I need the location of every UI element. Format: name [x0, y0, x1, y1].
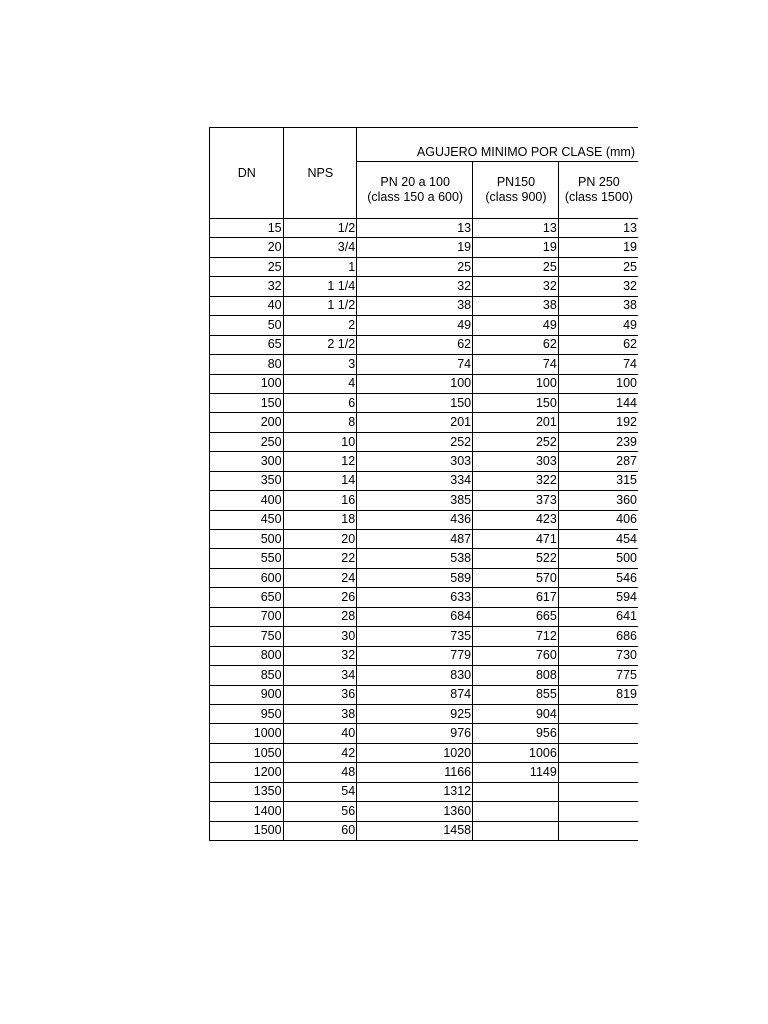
header-group-title: AGUJERO MINIMO POR CLASE (mm): [357, 128, 638, 162]
cell-dn: 300: [210, 452, 284, 471]
table-row: [210, 296, 639, 315]
cell-pn-150: 808: [473, 666, 559, 685]
cell-nps: 28: [283, 607, 357, 626]
cell-nps: 1 1/2: [283, 296, 357, 315]
cell-pn-20-100: 25: [357, 257, 473, 276]
cell-pn-150: [473, 802, 559, 821]
cell-dn: 20: [210, 238, 284, 257]
cell-dn: 1200: [210, 763, 284, 782]
cell-pn-150: 19: [473, 238, 559, 257]
cell-dn: 850: [210, 666, 284, 685]
table-row: [210, 335, 639, 354]
cell-pn-20-100: 1458: [357, 821, 473, 840]
cell-pn-20-100: 62: [357, 335, 473, 354]
cell-pn-20-100: 538: [357, 549, 473, 568]
table-row: [210, 413, 639, 432]
cell-dn: 80: [210, 355, 284, 374]
cell-pn-250: 315: [558, 471, 638, 490]
table-row: [210, 646, 639, 665]
cell-nps: 14: [283, 471, 357, 490]
table-row: [210, 763, 639, 782]
cell-dn: 1000: [210, 724, 284, 743]
header-pn-150: [473, 162, 559, 219]
cell-pn-150: [473, 821, 559, 840]
cell-nps: 22: [283, 549, 357, 568]
cell-dn: 900: [210, 685, 284, 704]
table-row: [210, 238, 639, 257]
cell-nps: 42: [283, 743, 357, 762]
cell-pn-20-100: 1020: [357, 743, 473, 762]
cell-pn-20-100: 633: [357, 588, 473, 607]
cell-pn-150: 1006: [473, 743, 559, 762]
cell-nps: 4: [283, 374, 357, 393]
cell-pn-150: 150: [473, 393, 559, 412]
cell-pn-250: 74: [558, 355, 638, 374]
cell-pn-20-100: 385: [357, 491, 473, 510]
cell-pn-250: 819: [558, 685, 638, 704]
cell-pn-150: 1149: [473, 763, 559, 782]
cell-dn: 450: [210, 510, 284, 529]
cell-nps: 8: [283, 413, 357, 432]
cell-nps: 1: [283, 257, 357, 276]
cell-dn: 350: [210, 471, 284, 490]
cell-pn-150: 74: [473, 355, 559, 374]
cell-nps: 10: [283, 432, 357, 451]
cell-pn-150: 522: [473, 549, 559, 568]
cell-nps: 30: [283, 627, 357, 646]
cell-pn-20-100: 303: [357, 452, 473, 471]
cell-nps: 38: [283, 704, 357, 723]
cell-pn-20-100: 1360: [357, 802, 473, 821]
cell-pn-250: 775: [558, 666, 638, 685]
cell-pn-250: 546: [558, 568, 638, 587]
table-row: [210, 685, 639, 704]
cell-dn: 1500: [210, 821, 284, 840]
table-row: [210, 432, 639, 451]
table-row: [210, 704, 639, 723]
table-row: [210, 316, 639, 335]
cell-pn-250: 62: [558, 335, 638, 354]
cell-pn-20-100: 38: [357, 296, 473, 315]
cell-pn-250: 287: [558, 452, 638, 471]
cell-dn: 1050: [210, 743, 284, 762]
cell-nps: 12: [283, 452, 357, 471]
header-pn-20-100-label: PN 20 a 100: [380, 175, 450, 189]
cell-pn-250: 25: [558, 257, 638, 276]
cell-pn-150: 904: [473, 704, 559, 723]
cell-dn: 32: [210, 277, 284, 296]
cell-pn-250: 32: [558, 277, 638, 296]
cell-dn: 15: [210, 219, 284, 238]
cell-nps: 26: [283, 588, 357, 607]
cell-pn-150: 25: [473, 257, 559, 276]
cell-pn-150: 855: [473, 685, 559, 704]
cell-dn: 950: [210, 704, 284, 723]
cell-pn-20-100: 976: [357, 724, 473, 743]
cell-dn: 750: [210, 627, 284, 646]
cell-pn-150: 32: [473, 277, 559, 296]
cell-dn: 650: [210, 588, 284, 607]
cell-pn-20-100: 1312: [357, 782, 473, 801]
table-row: [210, 374, 639, 393]
table-row: [210, 452, 639, 471]
cell-pn-250: 38: [558, 296, 638, 315]
cell-pn-150: 13: [473, 219, 559, 238]
cell-pn-20-100: 735: [357, 627, 473, 646]
header-pn-150-class: (class 900): [485, 190, 547, 204]
cell-pn-20-100: 32: [357, 277, 473, 296]
cell-dn: 100: [210, 374, 284, 393]
cell-nps: 54: [283, 782, 357, 801]
cell-pn-150: 62: [473, 335, 559, 354]
table-row: [210, 568, 639, 587]
table-row: [210, 219, 639, 238]
cell-pn-150: 665: [473, 607, 559, 626]
cell-nps: 16: [283, 491, 357, 510]
cell-dn: 200: [210, 413, 284, 432]
header-dn: DN: [210, 128, 284, 219]
cell-pn-250: 239: [558, 432, 638, 451]
cell-pn-20-100: 201: [357, 413, 473, 432]
cell-dn: 500: [210, 530, 284, 549]
cell-pn-20-100: 1166: [357, 763, 473, 782]
table-row: [210, 491, 639, 510]
cell-pn-250: 406: [558, 510, 638, 529]
table-row: [210, 743, 639, 762]
cell-pn-20-100: 487: [357, 530, 473, 549]
cell-pn-20-100: 334: [357, 471, 473, 490]
cell-pn-150: 373: [473, 491, 559, 510]
header-pn-250-class: (class 1500): [564, 190, 633, 204]
cell-dn: 700: [210, 607, 284, 626]
cell-pn-20-100: 100: [357, 374, 473, 393]
cell-nps: 1/2: [283, 219, 357, 238]
cell-pn-250: [558, 743, 638, 762]
table-row: [210, 607, 639, 626]
header-pn-20-100-class: (class 150 a 600): [367, 190, 464, 204]
cell-dn: 1400: [210, 802, 284, 821]
cell-nps: 20: [283, 530, 357, 549]
cell-nps: 48: [283, 763, 357, 782]
cell-dn: 250: [210, 432, 284, 451]
table-row: [210, 277, 639, 296]
cell-nps: 1 1/4: [283, 277, 357, 296]
cell-nps: 2: [283, 316, 357, 335]
cell-pn-150: 712: [473, 627, 559, 646]
cell-pn-20-100: 684: [357, 607, 473, 626]
table-row: [210, 782, 639, 801]
cell-pn-20-100: 252: [357, 432, 473, 451]
table-row: [210, 510, 639, 529]
cell-nps: 24: [283, 568, 357, 587]
cell-pn-20-100: 49: [357, 316, 473, 335]
cell-dn: 1350: [210, 782, 284, 801]
cell-pn-150: 38: [473, 296, 559, 315]
table-row: [210, 802, 639, 821]
cell-pn-150: 617: [473, 588, 559, 607]
cell-pn-150: 570: [473, 568, 559, 587]
cell-dn: 800: [210, 646, 284, 665]
cell-dn: 65: [210, 335, 284, 354]
table-row: [210, 257, 639, 276]
cell-pn-20-100: 436: [357, 510, 473, 529]
cell-nps: 34: [283, 666, 357, 685]
cell-nps: 3: [283, 355, 357, 374]
cell-nps: 36: [283, 685, 357, 704]
cell-pn-250: 730: [558, 646, 638, 665]
cell-pn-250: 100: [558, 374, 638, 393]
cell-pn-250: [558, 763, 638, 782]
cell-pn-250: 144: [558, 393, 638, 412]
cell-pn-20-100: 19: [357, 238, 473, 257]
cell-pn-150: 322: [473, 471, 559, 490]
cell-pn-250: 500: [558, 549, 638, 568]
cell-nps: 3/4: [283, 238, 357, 257]
pipe-hole-table: [209, 127, 638, 841]
cell-pn-20-100: 779: [357, 646, 473, 665]
cell-dn: 600: [210, 568, 284, 587]
cell-pn-150: [473, 782, 559, 801]
cell-pn-250: 594: [558, 588, 638, 607]
cell-pn-250: [558, 821, 638, 840]
table-row: [210, 821, 639, 840]
cell-nps: 32: [283, 646, 357, 665]
header-pn-250: [558, 162, 638, 219]
table-row: [210, 627, 639, 646]
cell-pn-20-100: 874: [357, 685, 473, 704]
table-row: [210, 393, 639, 412]
cell-pn-250: 19: [558, 238, 638, 257]
cell-dn: 550: [210, 549, 284, 568]
cell-pn-20-100: 589: [357, 568, 473, 587]
cell-pn-150: 100: [473, 374, 559, 393]
cell-pn-250: [558, 724, 638, 743]
table-row: [210, 666, 639, 685]
table-body: [210, 219, 639, 841]
table-row: [210, 588, 639, 607]
cell-pn-150: 201: [473, 413, 559, 432]
cell-pn-250: [558, 782, 638, 801]
cell-pn-250: [558, 802, 638, 821]
cell-pn-250: 360: [558, 491, 638, 510]
cell-pn-250: 454: [558, 530, 638, 549]
cell-pn-20-100: 13: [357, 219, 473, 238]
header-pn-20-100: [357, 162, 473, 219]
cell-pn-250: 686: [558, 627, 638, 646]
cell-pn-150: 956: [473, 724, 559, 743]
cell-nps: 6: [283, 393, 357, 412]
cell-pn-150: 423: [473, 510, 559, 529]
header-nps: NPS: [283, 128, 357, 219]
cell-pn-20-100: 74: [357, 355, 473, 374]
cell-nps: 18: [283, 510, 357, 529]
cell-pn-20-100: 830: [357, 666, 473, 685]
cell-pn-150: 49: [473, 316, 559, 335]
cell-dn: 25: [210, 257, 284, 276]
cell-dn: 400: [210, 491, 284, 510]
cell-nps: 2 1/2: [283, 335, 357, 354]
cell-nps: 40: [283, 724, 357, 743]
cell-pn-150: 471: [473, 530, 559, 549]
cell-dn: 50: [210, 316, 284, 335]
cell-pn-250: 641: [558, 607, 638, 626]
cell-pn-250: 13: [558, 219, 638, 238]
table-row: [210, 471, 639, 490]
cell-pn-150: 760: [473, 646, 559, 665]
cell-pn-20-100: 925: [357, 704, 473, 723]
cell-pn-20-100: 150: [357, 393, 473, 412]
cell-nps: 56: [283, 802, 357, 821]
table-row: [210, 549, 639, 568]
cell-pn-250: 192: [558, 413, 638, 432]
header-pn-250-label: PN 250: [578, 175, 620, 189]
cell-dn: 40: [210, 296, 284, 315]
cell-pn-250: 49: [558, 316, 638, 335]
header-pn-150-label: PN150: [496, 175, 536, 189]
cell-pn-250: [558, 704, 638, 723]
table-row: [210, 355, 639, 374]
cell-pn-150: 252: [473, 432, 559, 451]
table-row: [210, 530, 639, 549]
table-row: [210, 724, 639, 743]
cell-nps: 60: [283, 821, 357, 840]
cell-pn-150: 303: [473, 452, 559, 471]
cell-dn: 150: [210, 393, 284, 412]
